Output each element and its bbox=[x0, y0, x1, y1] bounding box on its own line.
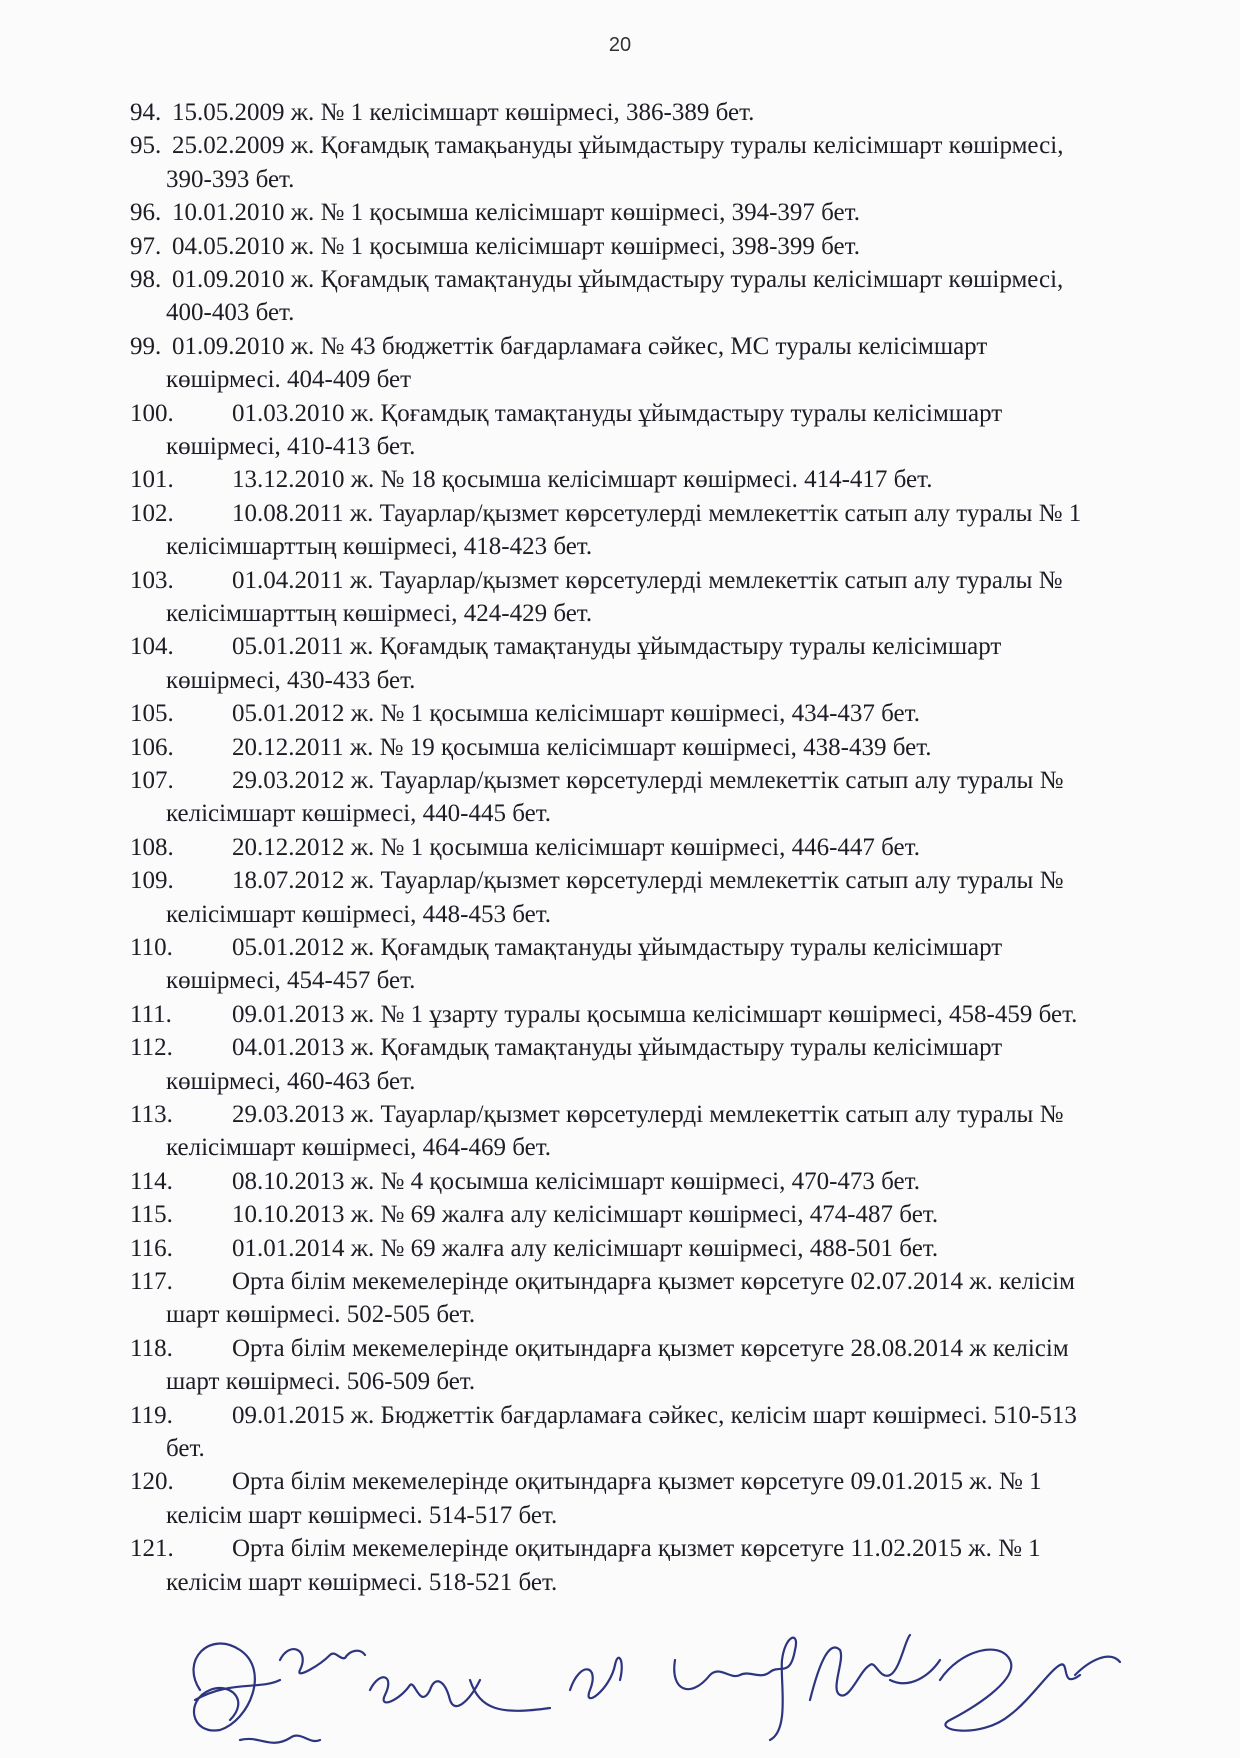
item-text-continued: көшірмесі, 460-463 бет. bbox=[166, 1067, 416, 1095]
item-text: 20.12.2012 ж. № 1 қосымша келісімшарт көшірмесі, 446-447 бет. bbox=[232, 833, 920, 861]
item-number: 96. bbox=[130, 199, 162, 227]
item-number: 112. bbox=[130, 1034, 173, 1062]
item-number: 117. bbox=[130, 1268, 173, 1295]
item-text-continued: келісімшарттың көшірмесі, 418-423 бет. bbox=[166, 533, 593, 561]
item-text: 10.08.2011 ж. Тауарлар/қызмет көрсетулерді мемлекеттік сатып алу туралы № 1 bbox=[232, 499, 1082, 527]
item-number: 102. bbox=[130, 499, 174, 527]
item-text: 04.05.2010 ж. № 1 қосымша келісімшарт көшірмесі, 398-399 бет. bbox=[172, 232, 860, 260]
item-text: Орта білім мекемелерінде оқитындарға қызмет көрсетуге 02.07.2014 ж. келісім bbox=[232, 1268, 1075, 1295]
item-number: 98. bbox=[130, 266, 162, 293]
item-number: 110. bbox=[130, 934, 173, 961]
item-text: 18.07.2012 ж. Тауарлар/қызмет көрсетулерді мемлекеттік сатып алу туралы № bbox=[232, 867, 1064, 895]
item-text: 08.10.2013 ж. № 4 қосымша келісімшарт көшірмесі, 470-473 бет. bbox=[232, 1167, 920, 1195]
item-text-continued: 390-393 бет. bbox=[166, 165, 295, 193]
item-text: 29.03.2013 ж. Тауарлар/қызмет көрсетулерді мемлекеттік сатып алу туралы № bbox=[232, 1101, 1064, 1128]
item-number: 114. bbox=[130, 1167, 173, 1195]
item-text-continued: келісім шарт көшірмесі. 518-521 бет. bbox=[166, 1568, 558, 1596]
item-text: Орта білім мекемелерінде оқитындарға қызмет көрсетуге 28.08.2014 ж келісім bbox=[232, 1334, 1069, 1362]
item-text: 05.01.2012 ж. Қоғамдық тамақтануды ұйымдастыру туралы келісімшарт bbox=[232, 934, 1003, 961]
item-text: 29.03.2012 ж. Тауарлар/қызмет көрсетулерді мемлекеттік сатып алу туралы № bbox=[232, 767, 1064, 794]
item-text: 01.09.2010 ж. Қоғамдық тамақтануды ұйымдастыру туралы келісімшарт көшірмесі, bbox=[172, 266, 1064, 293]
item-number: 107. bbox=[130, 767, 174, 794]
item-number: 99. bbox=[130, 332, 162, 360]
item-number: 104. bbox=[130, 633, 174, 661]
item-text-continued: көшірмесі, 410-413 бет. bbox=[166, 432, 416, 460]
signature-strokes bbox=[170, 1620, 1230, 1753]
item-text: 01.03.2010 ж. Қоғамдық тамақтануды ұйымдастыру туралы келісімшарт bbox=[232, 399, 1003, 427]
item-text-continued: келісімшарт көшірмесі, 440-445 бет. bbox=[166, 800, 551, 828]
item-number: 118. bbox=[130, 1334, 173, 1362]
item-text: 10.10.2013 ж. № 69 жалға алу келісімшарт көшірмесі, 474-487 бет. bbox=[232, 1201, 939, 1229]
item-number: 120. bbox=[130, 1468, 174, 1496]
page-number: 20 bbox=[608, 34, 632, 56]
item-number: 121. bbox=[130, 1535, 174, 1563]
item-number: 105. bbox=[130, 700, 174, 728]
item-text: 20.12.2011 ж. № 19 қосымша келісімшарт көшірмесі, 438-439 бет. bbox=[232, 733, 932, 761]
item-number: 100. bbox=[130, 399, 174, 427]
item-text-continued: келісімшарт көшірмесі, 448-453 бет. bbox=[166, 900, 551, 928]
item-number: 108. bbox=[130, 833, 174, 861]
item-number: 95. bbox=[130, 132, 162, 160]
item-text-continued: бет. bbox=[166, 1434, 205, 1462]
item-text: 10.01.2010 ж. № 1 қосымша келісімшарт көшірмесі, 394-397 бет. bbox=[172, 199, 860, 227]
item-text: Орта білім мекемелерінде оқитындарға қызмет көрсетуге 09.01.2015 ж. № 1 bbox=[232, 1468, 1042, 1496]
item-text-continued: шарт көшірмесі. 506-509 бет. bbox=[166, 1368, 476, 1396]
item-text: Орта білім мекемелерінде оқитындарға қызмет көрсетуге 11.02.2015 ж. № 1 bbox=[232, 1535, 1041, 1563]
item-text: 01.04.2011 ж. Тауарлар/қызмет көрсетулерді мемлекеттік сатып алу туралы № bbox=[232, 566, 1063, 594]
item-number: 97. bbox=[130, 232, 162, 260]
item-text: 05.01.2012 ж. № 1 қосымша келісімшарт көшірмесі, 434-437 бет. bbox=[232, 700, 920, 728]
item-text: 01.09.2010 ж. № 43 бюджеттік бағдарламаға сәйкес, МС туралы келісімшарт bbox=[172, 332, 988, 360]
item-number: 94. bbox=[130, 99, 162, 126]
item-text-continued: көшірмесі, 454-457 бет. bbox=[166, 967, 416, 995]
item-number: 111. bbox=[130, 1000, 172, 1028]
item-text-continued: келісім шарт көшірмесі. 514-517 бет. bbox=[166, 1501, 558, 1529]
item-text: 09.01.2015 ж. Бюджеттік бағдарламаға сәйкес, келісім шарт көшірмесі. 510-513 bbox=[232, 1401, 1077, 1429]
item-number: 119. bbox=[130, 1401, 173, 1429]
item-text: 15.05.2009 ж. № 1 келісімшарт көшірмесі, 386-389 бет. bbox=[172, 99, 755, 126]
item-text-continued: 400-403 бет. bbox=[166, 299, 295, 327]
item-number: 116. bbox=[130, 1234, 173, 1262]
item-text-continued: шарт көшірмесі. 502-505 бет. bbox=[166, 1301, 476, 1329]
signatures bbox=[170, 1620, 1230, 1753]
item-number: 106. bbox=[130, 733, 174, 761]
item-text: 01.01.2014 ж. № 69 жалға алу келісімшарт көшірмесі, 488-501 бет. bbox=[232, 1234, 939, 1262]
item-text-continued: келісімшарттың көшірмесі, 424-429 бет. bbox=[166, 599, 593, 627]
item-text-continued: көшірмесі, 430-433 бет. bbox=[166, 666, 416, 694]
item-number: 115. bbox=[130, 1201, 173, 1229]
item-number: 101. bbox=[130, 466, 174, 494]
item-number: 109. bbox=[130, 867, 174, 895]
item-text: 13.12.2010 ж. № 18 қосымша келісімшарт көшірмесі. 414-417 бет. bbox=[232, 466, 933, 494]
item-text: 04.01.2013 ж. Қоғамдық тамақтануды ұйымдастыру туралы келісімшарт bbox=[232, 1034, 1003, 1062]
item-number: 113. bbox=[130, 1101, 173, 1128]
item-text: 25.02.2009 ж. Қоғамдық тамақьануды ұйымдастыру туралы келісімшарт көшірмесі, bbox=[172, 132, 1064, 160]
item-text-continued: көшірмесі. 404-409 бет bbox=[166, 366, 412, 394]
item-text: 09.01.2013 ж. № 1 ұзарту туралы қосымша келісімшарт көшірмесі, 458-459 бет. bbox=[232, 1000, 1078, 1028]
item-text-continued: келісімшарт көшірмесі, 464-469 бет. bbox=[166, 1134, 551, 1162]
item-text: 05.01.2011 ж. Қоғамдық тамақтануды ұйымдастыру туралы келісімшарт bbox=[232, 633, 1002, 661]
item-number: 103. bbox=[130, 566, 174, 594]
